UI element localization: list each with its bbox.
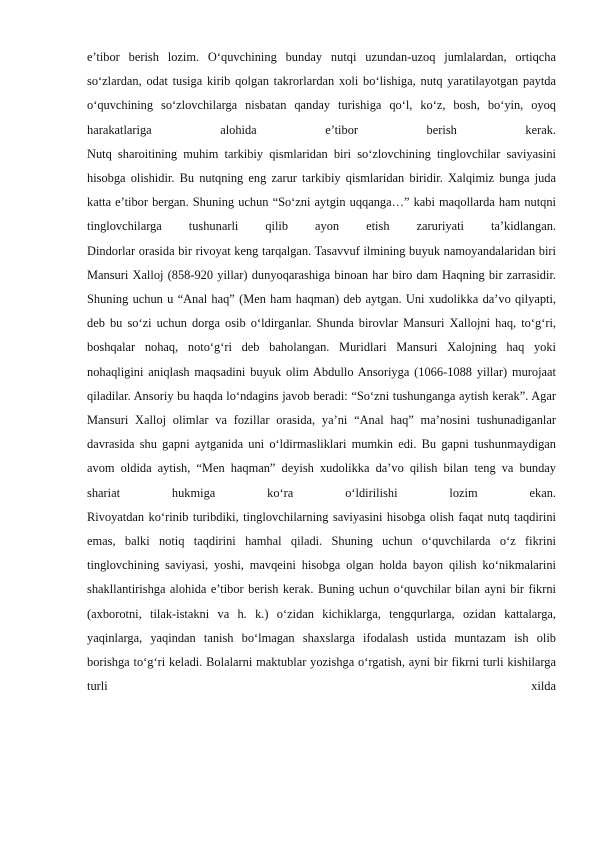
paragraph-speech-manner: e’tibor berish lozim. O‘quvchining bunday nutqi uzundan-uzoq jumlalardan, ortiqcha so‘zlardan, odat tusiga kirib qolgan takrorlardan xoli bo‘lishiga, nutq yaratilayotgan paytda o‘quvchining so‘zlovchilarga nisbatan qanday turishiga qo‘l, ko‘z, bosh, bo‘yin, oyoq harakatlariga alohida e’tibor berish kerak. — [87, 50, 556, 137]
document-page — [87, 45, 556, 698]
paragraph-listener-level: Nutq sharoitining muhim tarkibiy qismlaridan biri so‘zlovchining tinglovchilar saviyasini hisobga olishidir. Bu nutqning eng zarur tarkibiy qismlaridan biridir. Xalqimiz bunga juda katta e’tibor bergan. Shuning uchun “So‘zni aytgin uqqanga…” kabi maqollarda ham nutqni tinglovchilarga tushunarli qilib ayon etish zaruriyati ta’kidlangan. — [87, 146, 556, 234]
paragraph-mansur-hallaj-legend: Dindorlar orasida bir rivoyat keng tarqalgan. Tasavvuf ilmining buyuk namoyandalaridan biri Mansuri Xalloj (858-920 yillar) dunyoqarashiga binoan har biro dam Haqning bir zarrasidir. Shuning uchun u “Anal haq” (Men ham haqman) deb aytgan. Uni xudolikka da’vo qilyapti, deb bu so‘zi uchun dorga osib o‘ldirganlar. Shunda birovlar Mansuri Xallojni haq, to‘g‘ri, boshqalar nohaq, noto‘g‘ri deb baholangan. Muridlari Mansuri Xalojning haq yoki nohaqligini aniqlash maqsadini buyuk olim Abdullo Ansoriyga (1066-1088 yillar) murojaat qiladilar. Ansoriy bu haqda lo‘ndagins javob beradi: “So‘zni tushunganga aytish kerak”. Agar Mansuri Xalloj olimlar va fozillar orasida, ya’ni “Anal haq” ma’nosini tushunadiganlar davrasida shu gapni aytganida uni o‘ldirmasliklari mumkin edi. Bu gapni tushunmaydigan avom oldida aytish, “Men haqman” deyish xudolikka da’vo qilish bilan teng va bunday shariat hukmiga ko‘ra o‘ldirilishi lozim ekan. — [87, 243, 556, 500]
paragraph-conclusion: Rivoyatdan ko‘rinib turibdiki, tinglovchilarning saviyasini hisobga olish faqat nutq taqdirini emas, balki notiq taqdirini hamhal qiladi. Shuning uchun o‘quvchilarda o‘z fikrini tinglovchining saviyasi, yoshi, mavqeini hisobga olgan holda bayon qilish ko‘nikmalarini shakllantirishga alohida e’tibor berish kerak. Buning uchun o‘quvchilar bilan ayni bir fikrni (axborotni, tilak-istakni va h. k.) o‘zidan kichiklarga, tengqurlarga, ozidan kattalarga, yaqinlarga, yaqindan tanish bo‘lmagan shaxslarga ifodalash ustida muntazam ish olib borishga to‘g‘ri keladi. Bolalarni maktublar yozishga o‘rgatish, ayni bir fikrni turli kishilarga turli xilda — [87, 509, 556, 694]
